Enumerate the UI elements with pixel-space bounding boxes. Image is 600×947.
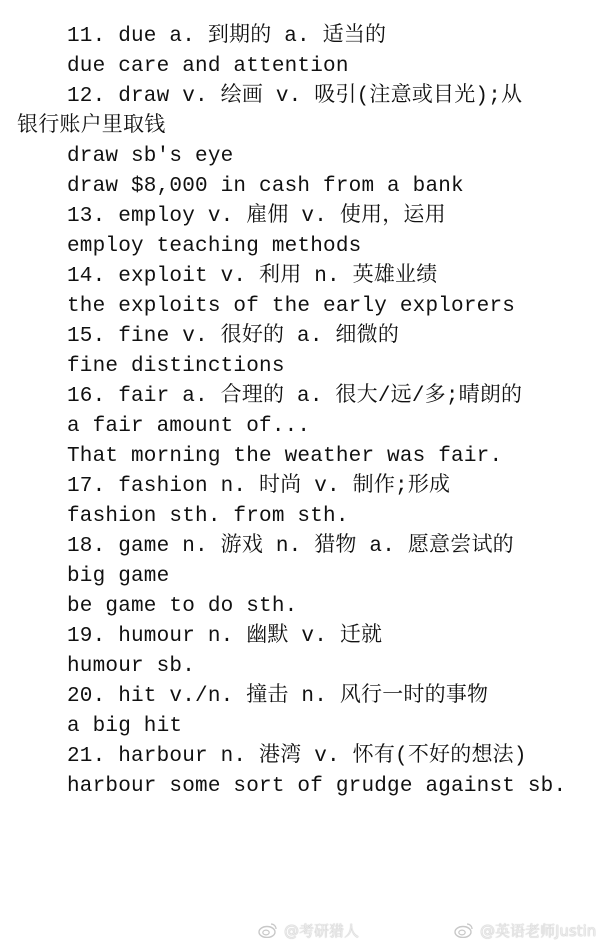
entry-21-heading: 21. harbour n. 港湾 v. 怀有(不好的想法) <box>67 745 527 768</box>
entry-21-example: harbour some sort of grudge against sb. <box>67 775 567 798</box>
watermark-1-text: @考研猎人 <box>284 921 360 940</box>
entry-14-example: the exploits of the early explorers <box>67 295 516 318</box>
entry-14-heading: 14. exploit v. 利用 n. 英雄业绩 <box>67 265 438 288</box>
entry-16-example-1: a fair amount of... <box>67 415 311 438</box>
entry-20-example: a big hit <box>67 715 183 738</box>
entry-18-example-2: be game to do sth. <box>67 595 298 618</box>
entry-19-heading: 19. humour n. 幽默 v. 迁就 <box>67 625 383 648</box>
entry-13-example: employ teaching methods <box>67 235 362 258</box>
watermark-2 <box>454 918 596 942</box>
entry-17-example: fashion sth. from sth. <box>67 505 349 528</box>
entry-19-example: humour sb. <box>67 655 196 678</box>
entry-15-example: fine distinctions <box>67 355 285 378</box>
entry-12-example-1: draw sb's eye <box>67 145 234 168</box>
entry-13-heading: 13. employ v. 雇佣 v. 使用，运用 <box>67 205 446 228</box>
entry-20-heading: 20. hit v./n. 撞击 n. 风行一时的事物 <box>67 685 489 708</box>
entry-16-heading: 16. fair a. 合理的 a. 很大/远/多;晴朗的 <box>67 385 523 408</box>
entry-18-heading: 18. game n. 游戏 n. 猎物 a. 愿意尝试的 <box>67 535 514 558</box>
watermark-1 <box>258 918 359 942</box>
entry-11-example: due care and attention <box>67 55 349 78</box>
entry-12-example-2: draw $8,000 in cash from a bank <box>67 175 464 198</box>
weibo-logo-icon <box>258 922 278 938</box>
entry-18-example-1: big game <box>67 565 170 588</box>
entry-15-heading: 15. fine v. 很好的 a. 细微的 <box>67 325 400 348</box>
entry-11-heading: 11. due a. 到期的 a. 适当的 <box>67 25 387 48</box>
entry-12-heading-continued: 银行账户里取钱 <box>17 115 166 138</box>
watermark-2-text: @英语老师Justin <box>480 921 597 940</box>
weibo-logo-icon <box>454 922 474 938</box>
entry-16-example-2: That morning the weather was fair. <box>67 445 503 468</box>
entry-12-heading: 12. draw v. 绘画 v. 吸引(注意或目光);从 <box>67 85 523 108</box>
entry-17-heading: 17. fashion n. 时尚 v. 制作;形成 <box>67 475 451 498</box>
